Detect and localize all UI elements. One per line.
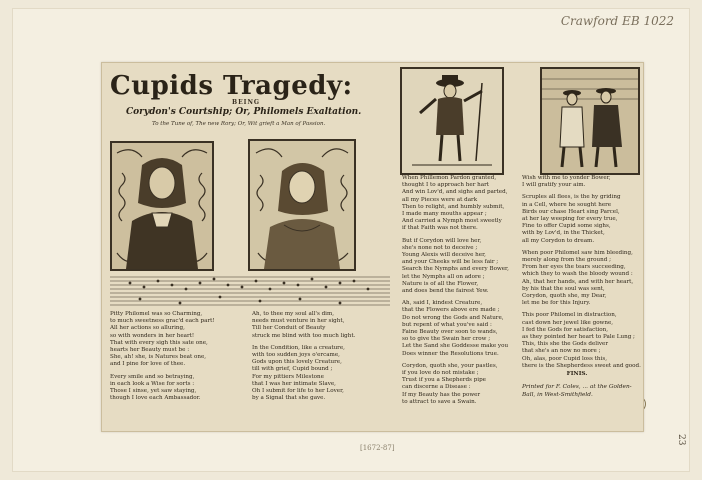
verse-line: with too sudden joys o'ercame, [252,352,340,359]
verse-line: and your Cheeks will be less fair ; [402,259,499,266]
verse-line: with by Lov'd, in the Thicket, [522,230,605,237]
verse-line: And carried a Nymph most sweetly [402,218,502,225]
ballad-title: Cupids Tragedy: [110,71,353,101]
verse-line: Faine Beauty over soon to wands, [402,329,498,336]
verse-line: Pitty Philomel was so Charming, [110,311,203,317]
music-notation [110,273,390,307]
verse [252,345,355,403]
ballad-subtitle: Corydon's Courtship; Or, Philomels Exaltation. [126,107,362,117]
verse-line: Let the Sand she Goddesse make you [402,343,509,350]
verse-line: Scruples all flees, is the hy griding [522,194,621,201]
verse-line: If my Beauty has the power [402,391,481,398]
ballad-column-2 [252,311,355,407]
woodcut-man-portrait [110,141,214,271]
verse-line: I will gratify your aim. [522,182,586,189]
verse-line: that I was her intimate Slave, [252,380,336,387]
verse-line: but repent of what you've said : [402,321,492,328]
verse-line: Nature is of all the Flower, [402,280,479,287]
verse-line: That with every sigh this sate one, [110,339,208,346]
verse-line: I made many mouths appear ; [402,211,487,218]
verse [110,374,215,403]
verse [402,175,509,233]
verse-line: And win Lov'd, and sighs and parted, [402,189,508,196]
verse-line: For my pittiers Milestone [252,373,324,380]
verse [402,363,509,406]
verse-line: in a Cell, where he sought here [522,201,612,208]
verse [402,300,509,358]
verse-line: Till her Conduit of Beauty [252,325,326,332]
ballad-being-label: BEING [232,99,261,106]
verse-line: Do not wrong the Gods and Nature, [402,314,504,321]
verse-line: Ah, to thee my soul all's dim, [252,311,335,317]
verse-line: In the Condition, like a creature, [252,344,345,351]
verse-line: all my Pieces were at dark [402,196,478,203]
verse [252,311,355,340]
verse-line: as they pointed her heart to Pale Lung ; [522,334,635,341]
verse-line: Young Alexis will deceive her, [402,252,486,259]
ballad-column-1 [110,311,215,407]
verse-line: Does winner the Resolutions true. [402,350,499,357]
verse-line: and does bend the fairest Yew. [402,288,489,295]
colophon-block [522,371,632,399]
verse-line: thought I to approach her hart [402,182,490,189]
verse-line: that the Flowers above ere made ; [402,307,500,314]
verse-line: Corydon, quoth she, your pastles, [402,362,498,369]
ballad-column-3 [402,175,509,411]
verse-line: When Phillemon Pardon granted, [402,175,497,181]
verse-line: Fine to offer Cupid some sighs, [522,223,611,230]
verse-line: Gods upon this lovely Creature, [252,359,342,366]
page-number: 23 [676,434,686,446]
verse-line: This poor Philomel in distraction, [522,312,617,319]
date-pencil-note: [1672-87] [360,444,395,452]
ballad-column-4 [522,175,641,375]
verse-line: Search the Nymphs and every Bower, [402,266,509,273]
verse [522,250,641,308]
verse-line: to much sweetness grac'd each part! [110,318,215,325]
verse-line: all my Corydon to dream. [522,237,595,244]
verse-line: that she's an now no more ; [522,348,601,355]
verse [402,238,509,296]
verse-line: hearts her Beauty must be : [110,347,190,354]
verse [110,311,215,369]
verse-line: All her actions so alluring, [110,325,185,332]
verse-line: Those I sinse, yet saw staying, [110,388,197,395]
verse-line: struck me blind with too much light. [252,332,356,339]
verse-line: She, ah! she, is Natures beat one, [110,354,207,361]
verse [522,312,641,370]
verse-line: Corydon, quoth she, my Dear, [522,293,607,300]
verse [522,175,641,189]
woodcut-woman-portrait [248,139,356,271]
verse-line: she's none not to deceive ; [402,244,478,251]
verse-line: Birds our chase Heart sing Parcel, [522,208,620,215]
verse-line: and I pine for love of thee. [110,361,186,368]
verse-line: From her eyes the tears succeeding, [522,264,626,271]
verse-line: can discerne a Disease : [402,384,471,391]
verse-line: if you love do not mistake ; [402,370,479,377]
verse-line: Oh, alas, poor Cupid loss this, [522,355,607,362]
verse-line: Oh I submit for life to her Lover, [252,388,344,395]
verse-line: let me be for this Injury. [522,300,591,307]
broadside-sheet [101,62,644,432]
verse-line: to attract to save a Swain. [402,398,477,405]
verse-line: needs must venture in her sight, [252,318,345,325]
verse-line: Trust if you a Shepherds pipe [402,377,486,384]
verse-line: by a Signal that she gave. [252,395,326,402]
verse-line: at her lay weeping for every true, [522,216,618,223]
verse-line: This, this she the Gods deliver [522,341,609,348]
verse-line: if that Faith was not there. [402,225,478,232]
woodcut-gentleman-staff [400,67,504,175]
verse-line: But if Corydon will love her, [402,237,482,244]
verse-line: cast down her jewel like gowne, [522,319,614,326]
verse-line: so with wonders in her heart! [110,332,195,339]
verse-line: Every smile and so betraying, [110,373,195,380]
verse-line: till with grief, Cupid bound ; [252,366,333,373]
verse-line: merely along from the ground ; [522,257,611,264]
verse-line: so to give the Swain her crow ; [402,336,491,343]
verse-line: Wish with me to yonder Bower, [522,175,611,181]
verse-line: When poor Philomel saw him bleeding, [522,249,633,256]
verse-line: I fed the Gods for satisfaction, [522,326,609,333]
verse-line: though I love each Ambassador. [110,395,201,402]
verse-line: in each look a Wise for sorts : [110,380,195,387]
shelfmark-label: Crawford EB 1022 [560,14,674,28]
verse-line: let the Nymphs all on adore ; [402,273,485,280]
verse-line: by his that the soul was sent, [522,285,605,292]
verse-line: which they to wash the bloody wound : [522,271,633,278]
ballad-tune: To the Tune of, The new Rory; Or, Wit grieft a Man of Passion. [152,121,326,127]
printer-imprint: Printed for F. Coles, ... at the Golden-Ball, in West-Smithfield. [522,384,632,398]
verse-line: Then to relight, and humbly submit, [402,203,505,210]
finis-label: FINIS. [566,371,588,377]
verse-line: Ah, said I, kindest Creature, [402,300,483,307]
verse [522,194,641,244]
verse-line: Ah, that her hands, and with her heart, [522,278,634,285]
verse-line: there is the Shepherdess sweet and good. [522,362,641,369]
woodcut-two-men [540,67,640,175]
